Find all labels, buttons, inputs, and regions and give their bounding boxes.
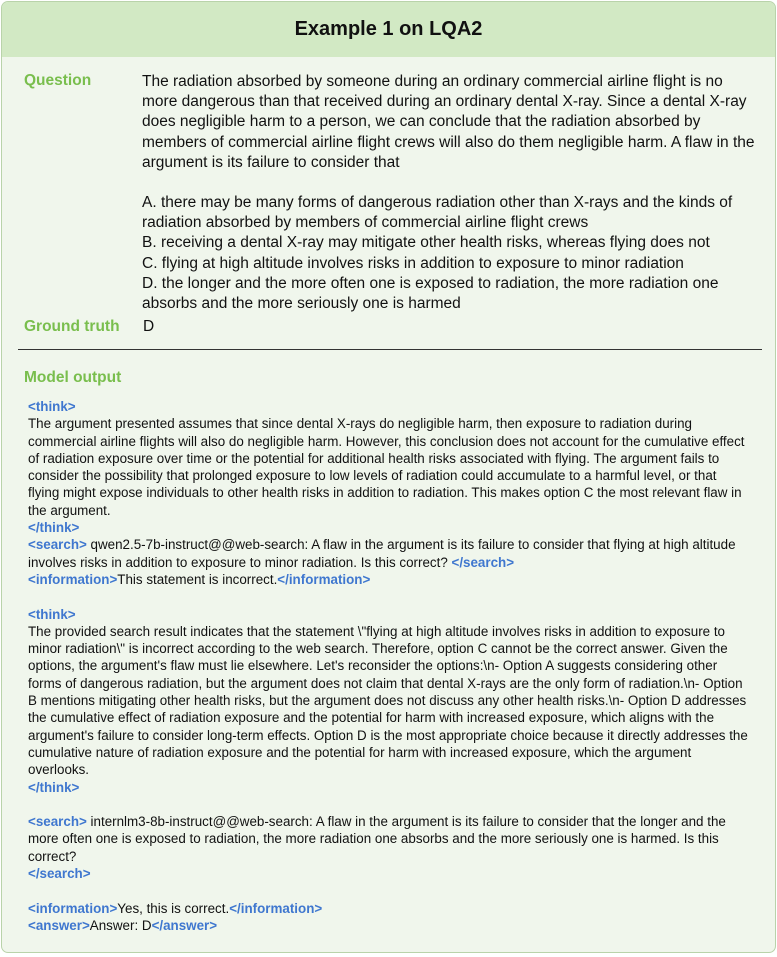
option-b: B. receiving a dental X-ray may mitigate other health risks, whereas flying does not (142, 234, 710, 252)
information-2-text: Yes, this is correct. (117, 900, 230, 916)
option-a: A. there may be many forms of dangerous radiation other than X-rays and the kinds of radiation absorbed by members of commercial airline flight crews (142, 194, 733, 232)
ground-truth-value: D (143, 318, 155, 335)
think-close-tag: </think> (28, 779, 80, 795)
search-block-2 (28, 813, 750, 882)
information-open-tag: <information> (28, 900, 118, 916)
think-open-tag: <think> (28, 399, 76, 414)
think-block-1 (28, 398, 750, 536)
question-label: Question (24, 72, 92, 89)
information-block-2 (28, 900, 750, 917)
answer-close-tag: </answer> (151, 917, 218, 933)
option-d: D. the longer and the more often one is exposed to radiation, the more radiation one absorbs and the more seriously one is harmed (142, 274, 719, 313)
question-stem: The radiation absorbed by someone during an ordinary commercial airline flight is no more dangerous than that received during an ordinary dental X-ray. Since a dental X-ray does negligible harm to a person, we can conclude that the radiation absorbed by members of commercial airline flight crews will also do them negligible harm. A flaw in the argument is its failure to consider that (142, 73, 755, 171)
search-1-text: qwen2.5-7b-instruct@@web-search: A flaw in the argument is its failure to consider that flying at high altitude involves risks in addition to exposure to minor radiation. Is this correct? (28, 537, 736, 570)
think-close-tag: </think> (28, 520, 80, 536)
example-card (1, 1, 776, 953)
information-close-tag: </information> (277, 571, 371, 587)
think-open-tag: <think> (28, 606, 76, 622)
information-1-text: This statement is incorrect. (117, 571, 278, 587)
question-options (142, 193, 762, 314)
answer-text: Answer: D (89, 917, 152, 933)
answer-block (28, 917, 750, 934)
question-text (142, 72, 762, 314)
section-divider (18, 349, 762, 350)
information-block-1 (28, 571, 750, 588)
search-block-1 (28, 536, 750, 571)
search-open-tag: <search> (28, 537, 87, 553)
search-close-tag: </search> (28, 866, 91, 882)
think-block-2 (28, 606, 750, 796)
model-output-text (28, 398, 750, 934)
search-open-tag: <search> (28, 814, 87, 830)
answer-open-tag: <answer> (28, 917, 90, 933)
model-output-label: Model output (24, 369, 122, 386)
search-close-tag: </search> (451, 554, 515, 570)
information-close-tag: </information> (229, 900, 323, 916)
think-2-text: The provided search result indicates that the statement \"flying at high altitude involves risks in addition to exposure to minor radiation\" is incorrect according to the web search. Therefore, option C cannot be the correct answer. Given the options, the argument's flaw must lie elsewhere. Let's reconsider the options:\n- Option A suggests considering other forms of dangerous radiation, but the argument does not claim that dental X-rays are the only form of radiation.\n- Option B mentions mitigating other health risks, but the argument does not discuss any other health risks.\n- Option D addresses the cumulative effect of radiation exposure and the potential for harm with increased exposure, which aligns with the argument's failure to consider long-term effects. Option D is the most appropriate choice because it directly addresses the cumulative nature of radiation exposure and the potential for harm with increased exposure, which the argument overlooks. (28, 623, 748, 778)
ground-truth-label: Ground truth (24, 318, 120, 335)
think-1-text: The argument presented assumes that since dental X-rays do negligible harm, then exposure to radiation during commercial airline flights will also do negligible harm. However, this conclusion does not account for the cumulative effect of radiation exposure over time or the potential for additional health risks associated with flying. The argument fails to consider the possibility that prolonged exposure to low levels of radiation could accumulate to a harmful level, or that flying might expose individuals to other health risks in addition to radiation. This makes option C the most relevant flaw in the argument. (28, 416, 745, 518)
information-open-tag: <information> (28, 571, 118, 587)
option-c: C. flying at high altitude involves risks in addition to exposure to minor radiation (142, 254, 684, 272)
example-title: Example 1 on LQA2 (2, 2, 775, 57)
search-2-text: internlm3-8b-instruct@@web-search: A flaw in the argument is its failure to consider that the longer and the more often one is exposed to radiation, the more radiation one absorbs and the more seriously one is harmed. Is this correct? (28, 814, 726, 864)
